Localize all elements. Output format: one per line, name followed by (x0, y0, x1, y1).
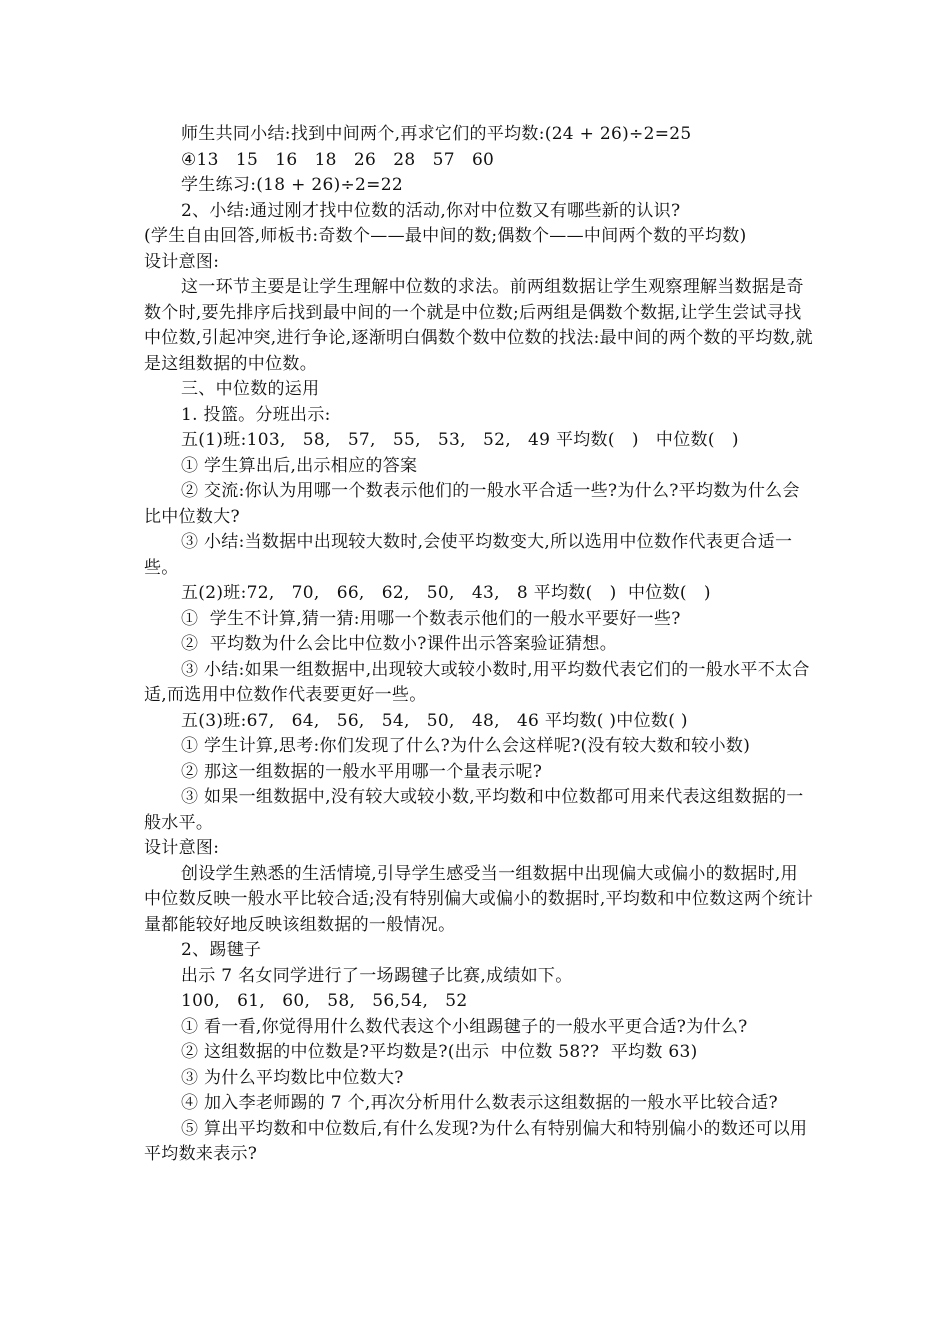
paragraph-shuttlecock-step-1: ① 看一看,你觉得用什么数代表这个小组踢毽子的一般水平更合适?为什么? (181, 1016, 748, 1037)
paragraph-student-practice: 学生练习:(18 + 26)÷2=22 (181, 175, 403, 195)
paragraph-class-2-step-3: ③ 小结:如果一组数据中,出现较大或较小数时,用平均数代表它们的一般水平不太合适,而选用中位数作代表要更好一些。 (144, 659, 810, 705)
paragraph-class-3-step-2: ② 那这一组数据的一般水平用哪一个量表示呢? (181, 761, 543, 782)
paragraph-class-3-step-3: ③ 如果一组数据中,没有较大或较小数,平均数和中位数都可用来代表这组数据的一般水平。 (144, 787, 804, 833)
paragraph-class-2-data: 五(2)班:72, 70, 66, 62, 50, 43, 8 平均数( ) 中位数( ) (181, 583, 711, 603)
paragraph-section-summary: 2、小结:通过刚才找中位数的活动,你对中位数又有哪些新的认识? (181, 200, 681, 221)
document-page (144, 122, 814, 1168)
paragraph-shuttlecock-intro: 出示 7 名女同学进行了一场踢毽子比赛,成绩如下。 (181, 965, 573, 986)
paragraph-design-intent-2: 创设学生熟悉的生活情境,引导学生感受当一组数据中出现偏大或偏小的数据时,用中位数反映一般水平比较合适;没有特别偏大或偏小的数据时,平均数和中位数这两个统计量都能较好地反映该组数据的一般情况。 (144, 863, 814, 935)
heading-median-application: 三、中位数的运用 (181, 379, 320, 399)
paragraph-board-notes: (学生自由回答,师板书:奇数个——最中间的数;偶数个——中间两个数的平均数) (144, 226, 747, 246)
paragraph-class-2-step-1: ① 学生不计算,猜一猜:用哪一个数表示他们的一般水平要好一些? (181, 608, 681, 629)
heading-shuttlecock: 2、踢毽子 (181, 940, 262, 960)
paragraph-shuttlecock-step-2: ② 这组数据的中位数是?平均数是?(出示 中位数 58?? 平均数 63) (181, 1042, 698, 1062)
heading-design-intent-2: 设计意图: (144, 838, 220, 858)
paragraph-data-set-4: ④13 15 16 18 26 28 57 60 (181, 149, 495, 170)
paragraph-shuttlecock-step-3: ③ 为什么平均数比中位数大? (181, 1067, 404, 1088)
paragraph-class-3-step-1: ① 学生计算,思考:你们发现了什么?为什么会这样呢?(没有较大数和较小数) (181, 736, 751, 756)
heading-design-intent-1: 设计意图: (144, 251, 220, 272)
paragraph-summary-even: 师生共同小结:找到中间两个,再求它们的平均数:(24 + 26)÷2=25 (181, 124, 692, 144)
paragraph-design-intent-1: 这一环节主要是让学生理解中位数的求法。前两组数据让学生观察理解当数据是奇数个时,要先排序后找到最中间的一个就是中位数;后两组是偶数个数据,让学生尝试寻找中位数,引起冲突,进行争论,逐渐明白偶数个数中位数的找法:最中间的两个数的平均数,就是这组数据的中位数。 (144, 277, 813, 374)
paragraph-class-1-data: 五(1)班:103, 58, 57, 55, 53, 52, 49 平均数( ) 中位数( ) (181, 430, 739, 450)
paragraph-class-1-step-1: ① 学生算出后,出示相应的答案 (181, 455, 418, 476)
heading-basketball: 1. 投篮。分班出示: (181, 404, 331, 425)
paragraph-class-2-step-2: ② 平均数为什么会比中位数小?课件出示答案验证猜想。 (181, 634, 618, 654)
paragraph-shuttlecock-scores: 100, 61, 60, 58, 56,54, 52 (181, 991, 468, 1011)
paragraph-class-1-step-2: ② 交流:你认为用哪一个数表示他们的一般水平合适一些?为什么?平均数为什么会比中位数大? (144, 481, 800, 527)
paragraph-shuttlecock-step-5: ⑤ 算出平均数和中位数后,有什么发现?为什么有特别偏大和特别偏小的数还可以用平均数来表示? (144, 1118, 808, 1164)
paragraph-class-1-step-3: ③ 小结:当数据中出现较大数时,会使平均数变大,所以选用中位数作代表更合适一些。 (144, 532, 793, 578)
paragraph-class-3-data: 五(3)班:67, 64, 56, 54, 50, 48, 46 平均数( )中位数( ) (181, 710, 688, 731)
paragraph-shuttlecock-step-4: ④ 加入李老师踢的 7 个,再次分析用什么数表示这组数据的一般水平比较合适? (181, 1093, 778, 1113)
